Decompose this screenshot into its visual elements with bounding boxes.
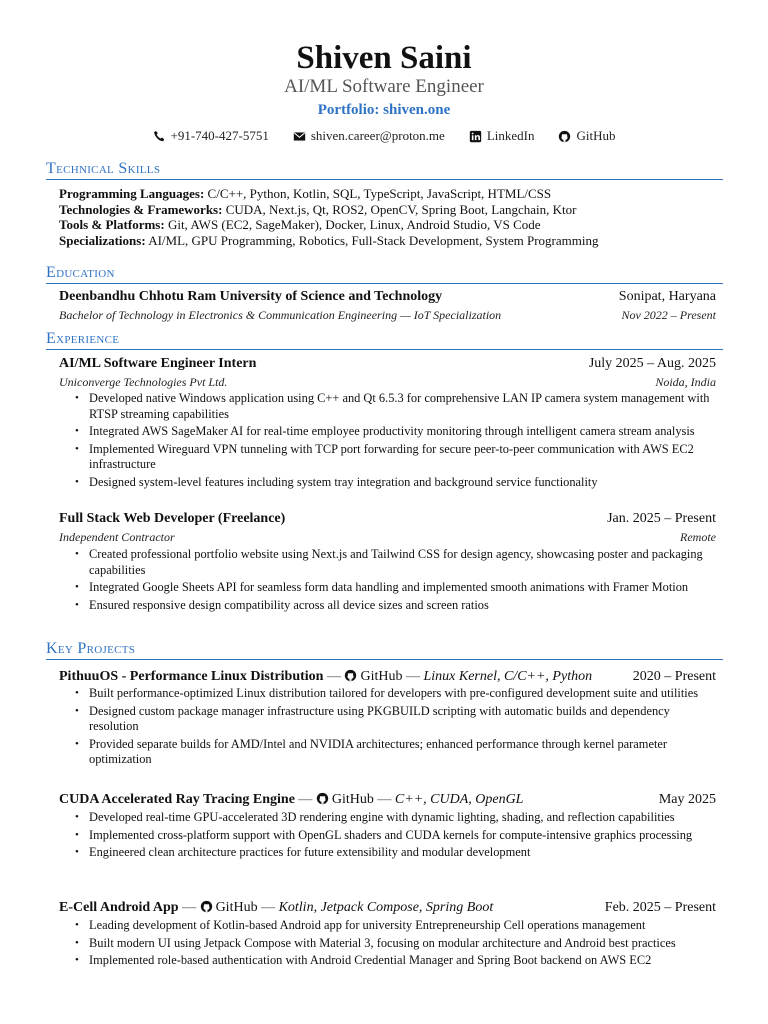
project-dates: 2020 – Present (632, 669, 716, 684)
phone-text: +91-740-427-5751 (170, 128, 269, 143)
project-tech: C++, CUDA, OpenGL (394, 792, 524, 807)
school-name: Deenbandhu Chhotu Ram University of Science and Technology (59, 289, 443, 304)
github-text: GitHub (576, 128, 616, 143)
contact-bar (0, 128, 768, 144)
education-header (59, 289, 716, 305)
list-item: • Built modern UI using Jetpack Compose with Material 3, focusing on modular architecture and Android best practices (73, 936, 718, 952)
skill-row (59, 186, 719, 202)
list-item: • Created professional portfolio website using Next.js and Tailwind CSS for design agency, showcasing poster and packaging capabilities (73, 547, 718, 578)
skill-value: C/C++, Python, Kotlin, SQL, TypeScript, JavaScript, HTML/CSS (207, 186, 552, 201)
github-icon (558, 130, 571, 143)
skill-row (59, 233, 719, 249)
job-subheader (59, 375, 716, 390)
phone-icon (153, 130, 166, 143)
list-item: • Implemented Wireguard VPN tunneling with TCP port forwarding for secure peer-to-peer communication with AWS EC2 infrastructure (73, 442, 718, 473)
contact-phone[interactable] (153, 128, 269, 144)
list-item: • Developed native Windows application using C++ and Qt 6.5.3 for comprehensive LAN IP camera system management with RTSP streaming capabilities (73, 391, 718, 422)
education-dates: Nov 2022 – Present (621, 308, 716, 322)
project-dates: May 2025 (658, 792, 716, 807)
project-header: PithuuOS - Performance Linux Distribution — GitHub — Linux Kernel, C/C++, Python 2020 – Present (59, 669, 716, 684)
skill-label: Tools & Platforms: (59, 217, 165, 233)
skill-label: Programming Languages: (59, 186, 205, 201)
linkedin-icon (469, 130, 482, 143)
list-item: • Built performance-optimized Linux distribution tailored for developers with pre-configured development suite and utilities (73, 686, 718, 702)
section-heading-skills: Technical Skills (46, 160, 723, 180)
job-bullets (73, 391, 718, 493)
job-company: Independent Contractor (59, 530, 175, 544)
skills-list (59, 186, 719, 248)
portfolio-link[interactable]: Portfolio: shiven.one (317, 102, 451, 118)
project-header: E-Cell Android App — GitHub — Kotlin, Jetpack Compose, Spring Boot Feb. 2025 – Present (59, 900, 716, 915)
candidate-name: Shiven Saini (296, 40, 472, 76)
job-role: AI/ML Software Engineer Intern (59, 356, 257, 371)
project-bullets (73, 918, 718, 971)
project-dates: Feb. 2025 – Present (604, 900, 716, 915)
list-item: • Implemented role-based authentication with Android Credential Manager and Spring Boot backend on AWS EC2 (73, 953, 718, 969)
education-subheader (59, 308, 716, 323)
project-name: E-Cell Android App (59, 900, 179, 915)
list-item: • Implemented cross-platform support with OpenGL shaders and CUDA kernels for compute-intensive graphics processing (73, 828, 718, 844)
contact-email[interactable] (293, 128, 445, 144)
linkedin-text: LinkedIn (486, 128, 535, 143)
project-tech: Kotlin, Jetpack Compose, Spring Boot (278, 900, 494, 915)
section-heading-education: Education (46, 264, 723, 284)
job-header (59, 511, 716, 527)
skill-label: Technologies & Frameworks: (59, 201, 223, 217)
project-bullets (73, 810, 718, 863)
contact-linkedin[interactable] (469, 128, 535, 144)
job-subheader (59, 530, 716, 545)
job-dates: July 2025 – Aug. 2025 (588, 356, 716, 371)
list-item: • Integrated Google Sheets API for seamless form data handling and implemented smooth animations with Framer Motion (73, 580, 718, 596)
email-text: shiven.career@proton.me (310, 128, 445, 143)
list-item: • Ensured responsive design compatibility across all device sizes and screen ratios (73, 598, 718, 614)
project-github-link[interactable]: GitHub (360, 669, 403, 684)
list-item: • Provided separate builds for AMD/Intel and NVIDIA architectures; enhanced performance through kernel parameter optimization (73, 737, 718, 768)
contact-github[interactable] (558, 128, 615, 144)
job-header (59, 356, 716, 372)
skill-value: CUDA, Next.js, Qt, ROS2, OpenCV, Spring Boot, Langchain, Ktor (225, 201, 577, 217)
list-item: • Designed system-level features including system tray integration and background service functionality (73, 475, 718, 491)
section-heading-experience: Experience (46, 330, 723, 350)
job-dates: Jan. 2025 – Present (607, 511, 716, 526)
skill-value: Git, AWS (EC2, SageMaker), Docker, Linux, Android Studio, VS Code (167, 217, 541, 233)
job-bullets (73, 547, 718, 615)
job-company: Uniconverge Technologies Pvt Ltd. (59, 375, 228, 389)
project-bullets (73, 686, 718, 770)
list-item: • Integrated AWS SageMaker AI for real-time employee productivity monitoring through intelligent camera stream analysis (73, 424, 718, 440)
skill-value: AI/ML, GPU Programming, Robotics, Full-Stack Development, System Programming (148, 232, 599, 248)
github-icon (316, 792, 329, 805)
candidate-title: AI/ML Software Engineer (284, 76, 484, 97)
project-name: PithuuOS - Performance Linux Distribution (59, 669, 324, 684)
github-icon (200, 900, 213, 913)
list-item: • Designed custom package manager infrastructure using PKGBUILD scripting with automatic builds and dependency resolution (73, 704, 718, 735)
job-location: Noida, India (655, 375, 716, 389)
project-github-link[interactable]: GitHub (215, 900, 258, 915)
project-header: CUDA Accelerated Ray Tracing Engine — GitHub — C++, CUDA, OpenGL May 2025 (59, 792, 716, 807)
list-item: • Developed real-time GPU-accelerated 3D rendering engine with dynamic lighting, shading, and reflection capabilities (73, 810, 718, 826)
job-role: Full Stack Web Developer (Freelance) (59, 511, 286, 526)
section-heading-projects: Key Projects (46, 640, 723, 660)
job-location: Remote (680, 530, 716, 544)
project-name: CUDA Accelerated Ray Tracing Engine (59, 792, 295, 807)
skill-row (59, 217, 719, 233)
school-location: Sonipat, Haryana (618, 289, 716, 304)
envelope-icon (293, 130, 306, 143)
degree: Bachelor of Technology in Electronics & Communication Engineering — IoT Specialization (59, 308, 502, 322)
skill-label: Specializations: (59, 232, 146, 248)
list-item: • Engineered clean architecture practices for future extensibility and modular development (73, 845, 718, 861)
list-item: • Leading development of Kotlin-based Android app for university Entrepreneurship Cell operations management (73, 918, 718, 934)
project-github-link[interactable]: GitHub (331, 792, 374, 807)
project-tech: Linux Kernel, C/C++, Python (423, 669, 593, 684)
skill-row (59, 202, 719, 218)
github-icon (344, 669, 357, 682)
